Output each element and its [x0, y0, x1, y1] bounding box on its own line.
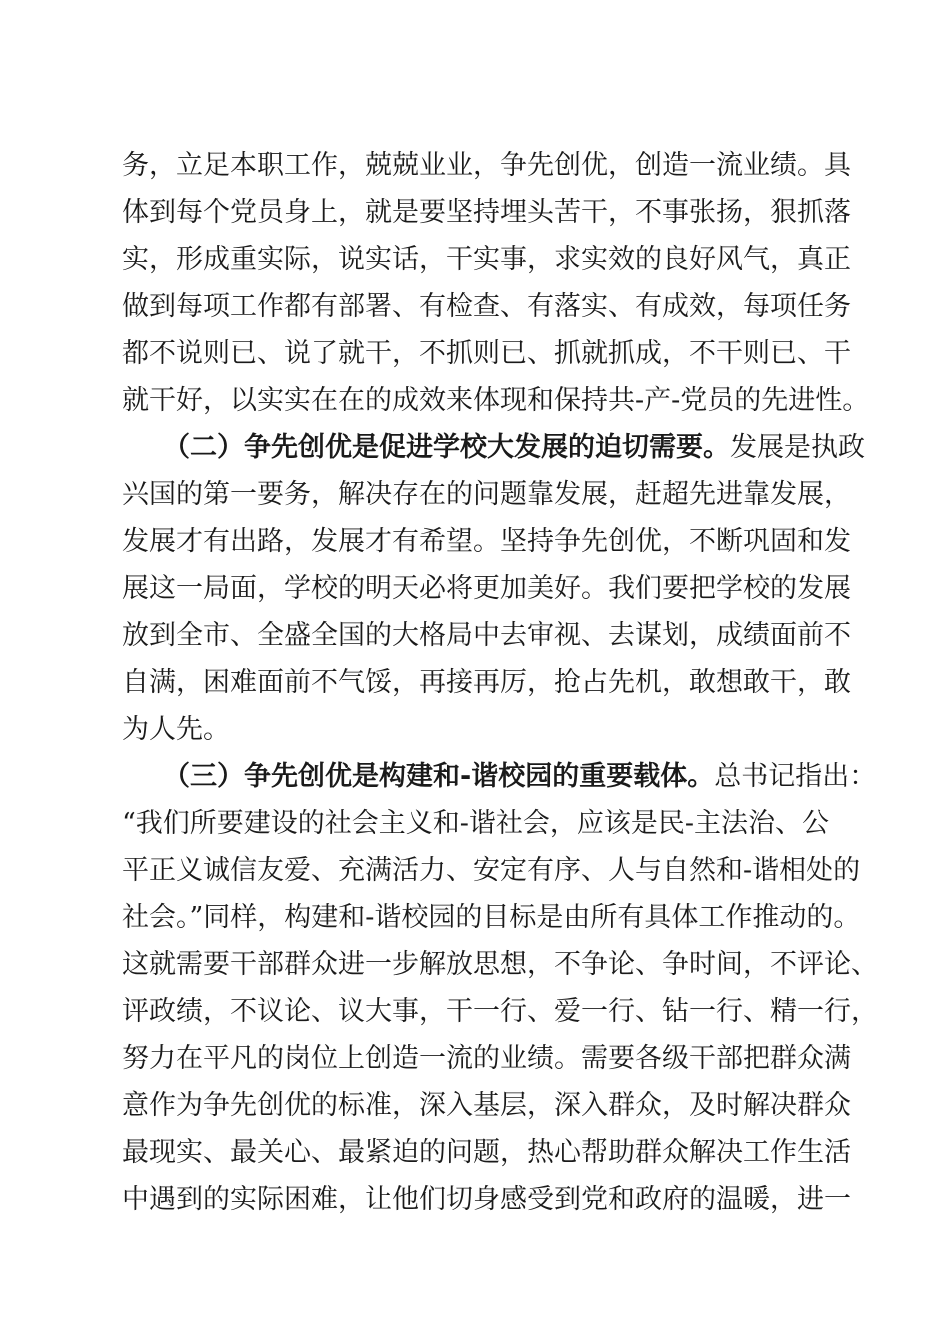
- text-run: 发展是执政: [730, 432, 865, 463]
- section-heading: （二）争先创优是促进学校大发展的迫切需要。: [163, 432, 730, 463]
- text-line: 为人先。: [122, 714, 230, 745]
- paragraph-first-line: [163, 426, 865, 470]
- text-line: 就干好，以实实在在的成效来体现和保持共-产-党员的先进性。: [122, 385, 870, 416]
- text-line: 评政绩，不议论、议大事，干一行、爱一行、钻一行、精一行，: [122, 996, 878, 1027]
- text-line: 做到每项工作都有部署、有检查、有落实、有成效，每项任务: [122, 291, 851, 322]
- text-line: 实，形成重实际，说实话，干实事，求实效的良好风气，真正: [122, 244, 851, 275]
- text-line: 平正义诚信友爱、充满活力、安定有序、人与自然和-谐相处的: [122, 855, 861, 886]
- text-line: 务，立足本职工作，兢兢业业，争先创优，创造一流业绩。具: [122, 150, 851, 181]
- text-line: 发展才有出路，发展才有希望。坚持争先创优，不断巩固和发: [122, 526, 851, 557]
- text-run: 总书记指出：: [714, 761, 877, 792]
- section-heading: （三）争先创优是构建和-谐校园的重要载体。: [163, 761, 715, 792]
- text-line: 社会。”同样，构建和-谐校园的目标是由所有具体工作推动的。: [122, 902, 861, 933]
- text-line: 努力在平凡的岗位上创造一流的业绩。需要各级干部把群众满: [122, 1043, 851, 1074]
- text-line: 放到全市、全盛全国的大格局中去审视、去谋划，成绩面前不: [122, 620, 851, 651]
- text-line: 都不说则已、说了就干，不抓则已、抓就抓成，不干则已、干: [122, 338, 851, 369]
- text-line: 这就需要干部群众进一步解放思想，不争论、争时间，不评论、: [122, 949, 878, 980]
- text-line: “我们所要建设的社会主义和-谐社会，应该是民-主法治、公: [122, 808, 830, 839]
- text-line: 兴国的第一要务，解决存在的问题靠发展，赶超先进靠发展，: [122, 479, 851, 510]
- text-line: 自满，困难面前不气馁，再接再厉，抢占先机，敢想敢干，敢: [122, 667, 851, 698]
- text-line: 体到每个党员身上，就是要坚持埋头苦干，不事张扬，狠抓落: [122, 197, 851, 228]
- text-line: 展这一局面，学校的明天必将更加美好。我们要把学校的发展: [122, 573, 851, 604]
- paragraph-first-line: [163, 755, 876, 799]
- text-line: 最现实、最关心、最紧迫的问题，热心帮助群众解决工作生活: [122, 1137, 851, 1168]
- text-line: 意作为争先创优的标准，深入基层，深入群众，及时解决群众: [122, 1090, 851, 1121]
- text-line: 中遇到的实际困难，让他们切身感受到党和政府的温暖，进一: [122, 1184, 851, 1215]
